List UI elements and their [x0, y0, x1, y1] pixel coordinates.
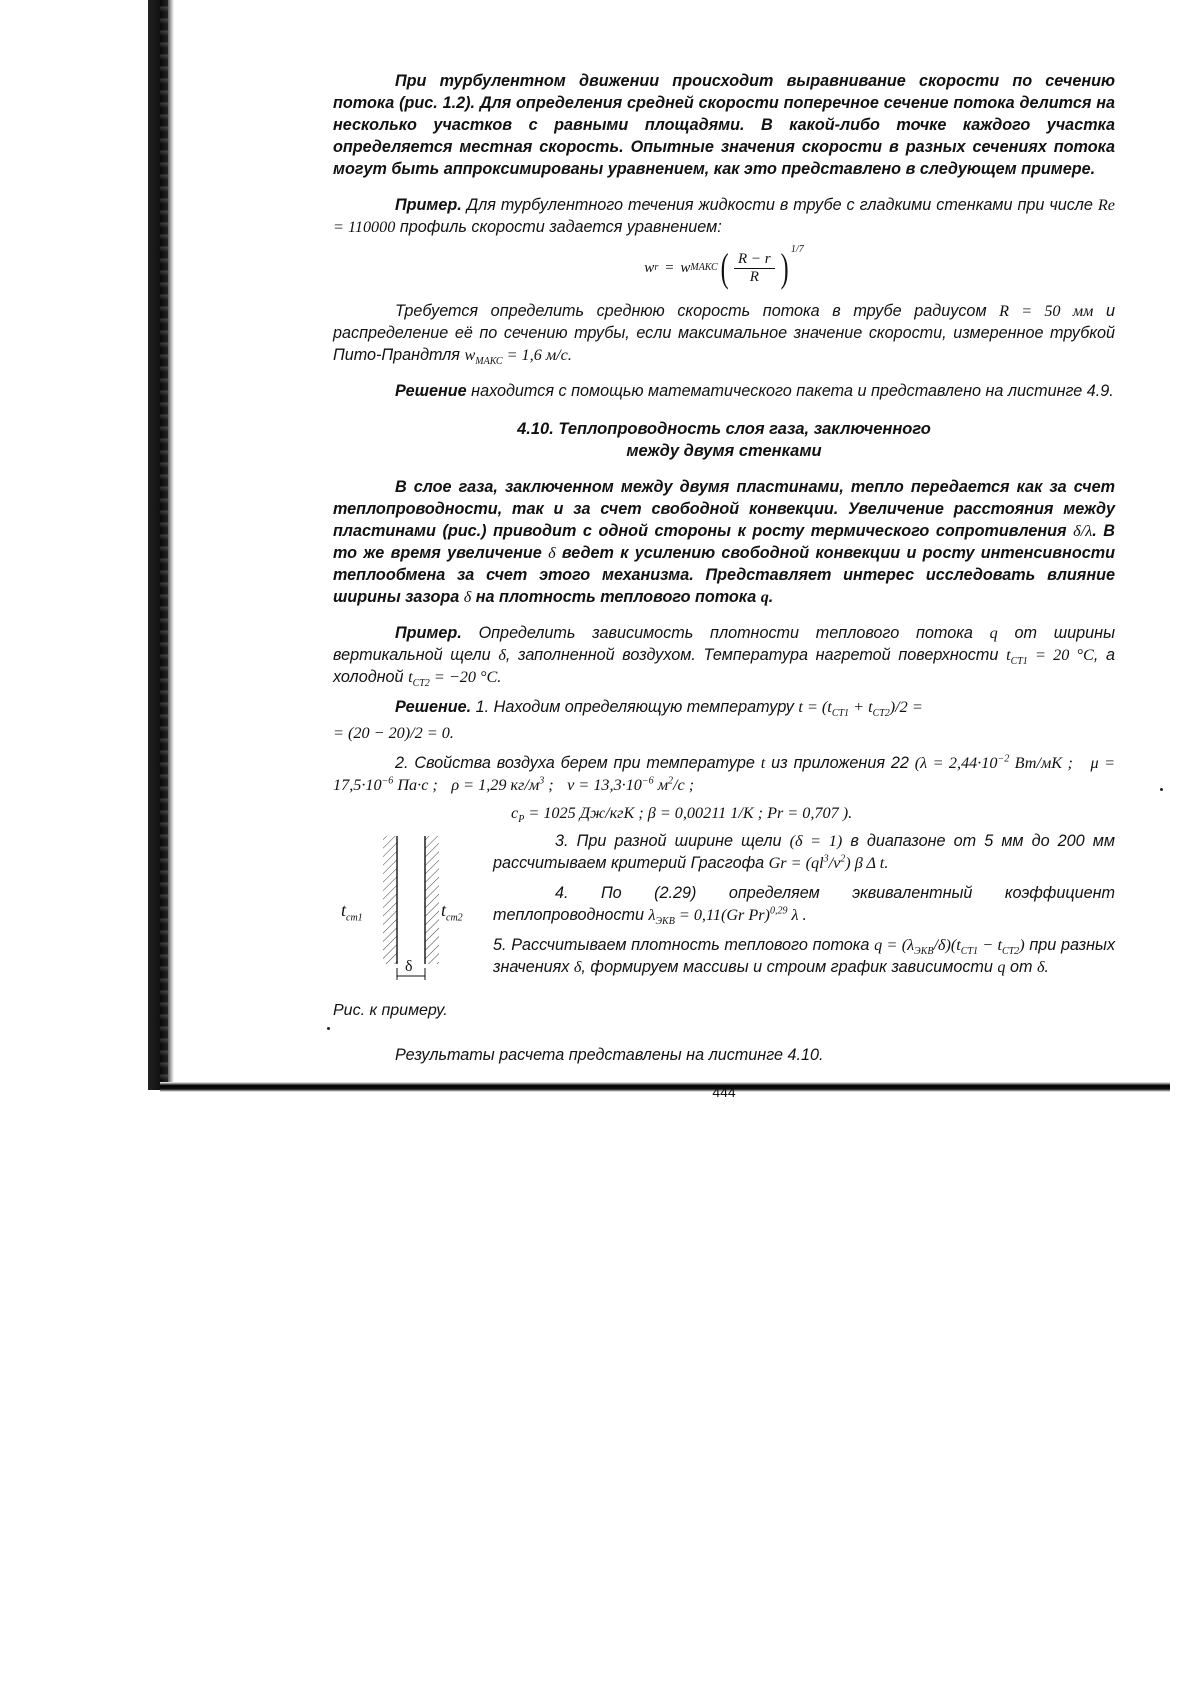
fraction: $\frac{R - r}{R}$ — [734, 251, 775, 286]
scan-dust — [1160, 788, 1163, 791]
figure-caption: Рис. к примеру. — [333, 1002, 448, 1019]
paragraph-solution-1: Решение находится с помощью математического пакета и представлено на листинге 4.9. — [395, 382, 1114, 400]
label-delta: δ — [405, 958, 413, 975]
paragraph-step-3: 3. При разной ширине щели (δ = 1) в диапазоне от 5 мм до 200 мм рассчитываем критерий Грасгофа $Gr = (ql^3/\nu^2)$ β Δ t. — [493, 832, 1115, 872]
figure-block — [333, 830, 1115, 1030]
paragraph-step-5: 5. Рассчитываем плотность теплового потока $q = (\lambda_{ЭКВ}/\delta)(t_{СТ1} - t_{СТ2})$ при разных значениях δ, формируем массивы и строим график зависимости q от δ. — [493, 936, 1116, 976]
steps-3-5 — [493, 830, 1115, 1030]
paragraph-solution-2: Решение. 1. Находим определяющую температуру $t = (t_{СТ1} + t_{СТ2})/2$ = — [395, 698, 923, 720]
left-wall — [383, 836, 397, 964]
paragraph-task: Требуется определить среднюю скорость потока в трубе радиусом R = 50 мм и распределение её по сечению трубы, если максимальное значение скорости, измеренное трубкой Пито-Прандтля $w_{МАКС} = 1,6$ м/с. — [333, 302, 1115, 368]
paragraph-gas-layer: В слое газа, заключенном между двумя пластинами, тепло передается как за счет теплопроводности, так и за счет свободной конвекции. Увеличение расстояния между пластинами (рис.) приводит с одной стороны к росту термического сопротивления δ/λ. В то же время увеличение δ ведет к усилению свободной конвекции и росту интенсивности теплообмена за счет этого механизма. Представляет интерес исследовать влияние ширины зазора δ на плотность теплового потока q. — [333, 478, 1115, 606]
paragraph-solution-2-cont: = (20 − 20)/2 = 0. — [333, 724, 455, 742]
paragraph-turbulent: При турбулентном движении происходит выравнивание скорости по сечению потока (рис. 1.2). Для определения средней скорости поперечное сечение потока делится на несколько участков с равными площадями. В какой-либо точке каждого участка определяется местная скорость. Опытные значения скорости в разных сечениях потока могут быть аппроксимированы уравнением, как это представлено в следующем примере. — [333, 72, 1115, 178]
paragraph-results: Результаты расчета представлены на листинге 4.10. — [395, 1046, 824, 1064]
paragraph-step-4: 4. По (2.29) определяем эквивалентный коэффициент теплопроводности $\lambda_{ЭКВ} = 0,11(Gr$ Pr)$^{0,29}$ λ . — [493, 884, 1115, 928]
label-t-wall-1: $t_{cm1}$ — [341, 900, 363, 924]
figure-gap-diagram — [333, 830, 493, 1030]
paragraph-step-2: 2. Свойства воздуха берем при температуре t из приложения 22 ($\lambda = 2,44\cdot 10^{-2}$ Вт/мК ; $\mu = 17,5\cdot 10^{-6}$ Па·с ; ρ = 1,29 $кг/м^3$ ; $\nu = 13,3\cdot 10^{-6}$ $м^2/с$ ; — [333, 753, 1115, 794]
scan-dust — [327, 1027, 330, 1030]
paragraph-example-1: Пример. Для турбулентного течения жидкости в трубе с гладкими стенками при числе Re = 110000 профиль скорости задается уравнением: — [333, 196, 1115, 236]
paragraph-example-2: Пример. Определить зависимость плотности теплового потока q от ширины вертикальной щели δ, заполненной воздухом. Температура нагретой поверхности $t_{СТ1} = 20$ °C, а холодной $t_{СТ2} = -20$ °C. — [333, 624, 1116, 690]
formula-velocity-profile: w r = w МАКС ( $\frac{R - r}{R}$ ) 1/7 — [644, 244, 804, 290]
document-page — [333, 70, 1115, 1100]
right-wall — [425, 836, 439, 964]
page-number: 444 — [712, 1084, 736, 1100]
label-t-wall-2: $t_{cm2}$ — [441, 900, 463, 924]
paragraph-step-2-cont: $c_P = 1025$ Дж/кгК ; β = 0,00211 1/К ; Pr = 0,707 ). — [511, 804, 853, 826]
section-heading: 4.10. Теплопроводность слоя газа, заключенного между двумя стенками — [517, 420, 931, 460]
scan-binding-speckle — [160, 0, 168, 1090]
